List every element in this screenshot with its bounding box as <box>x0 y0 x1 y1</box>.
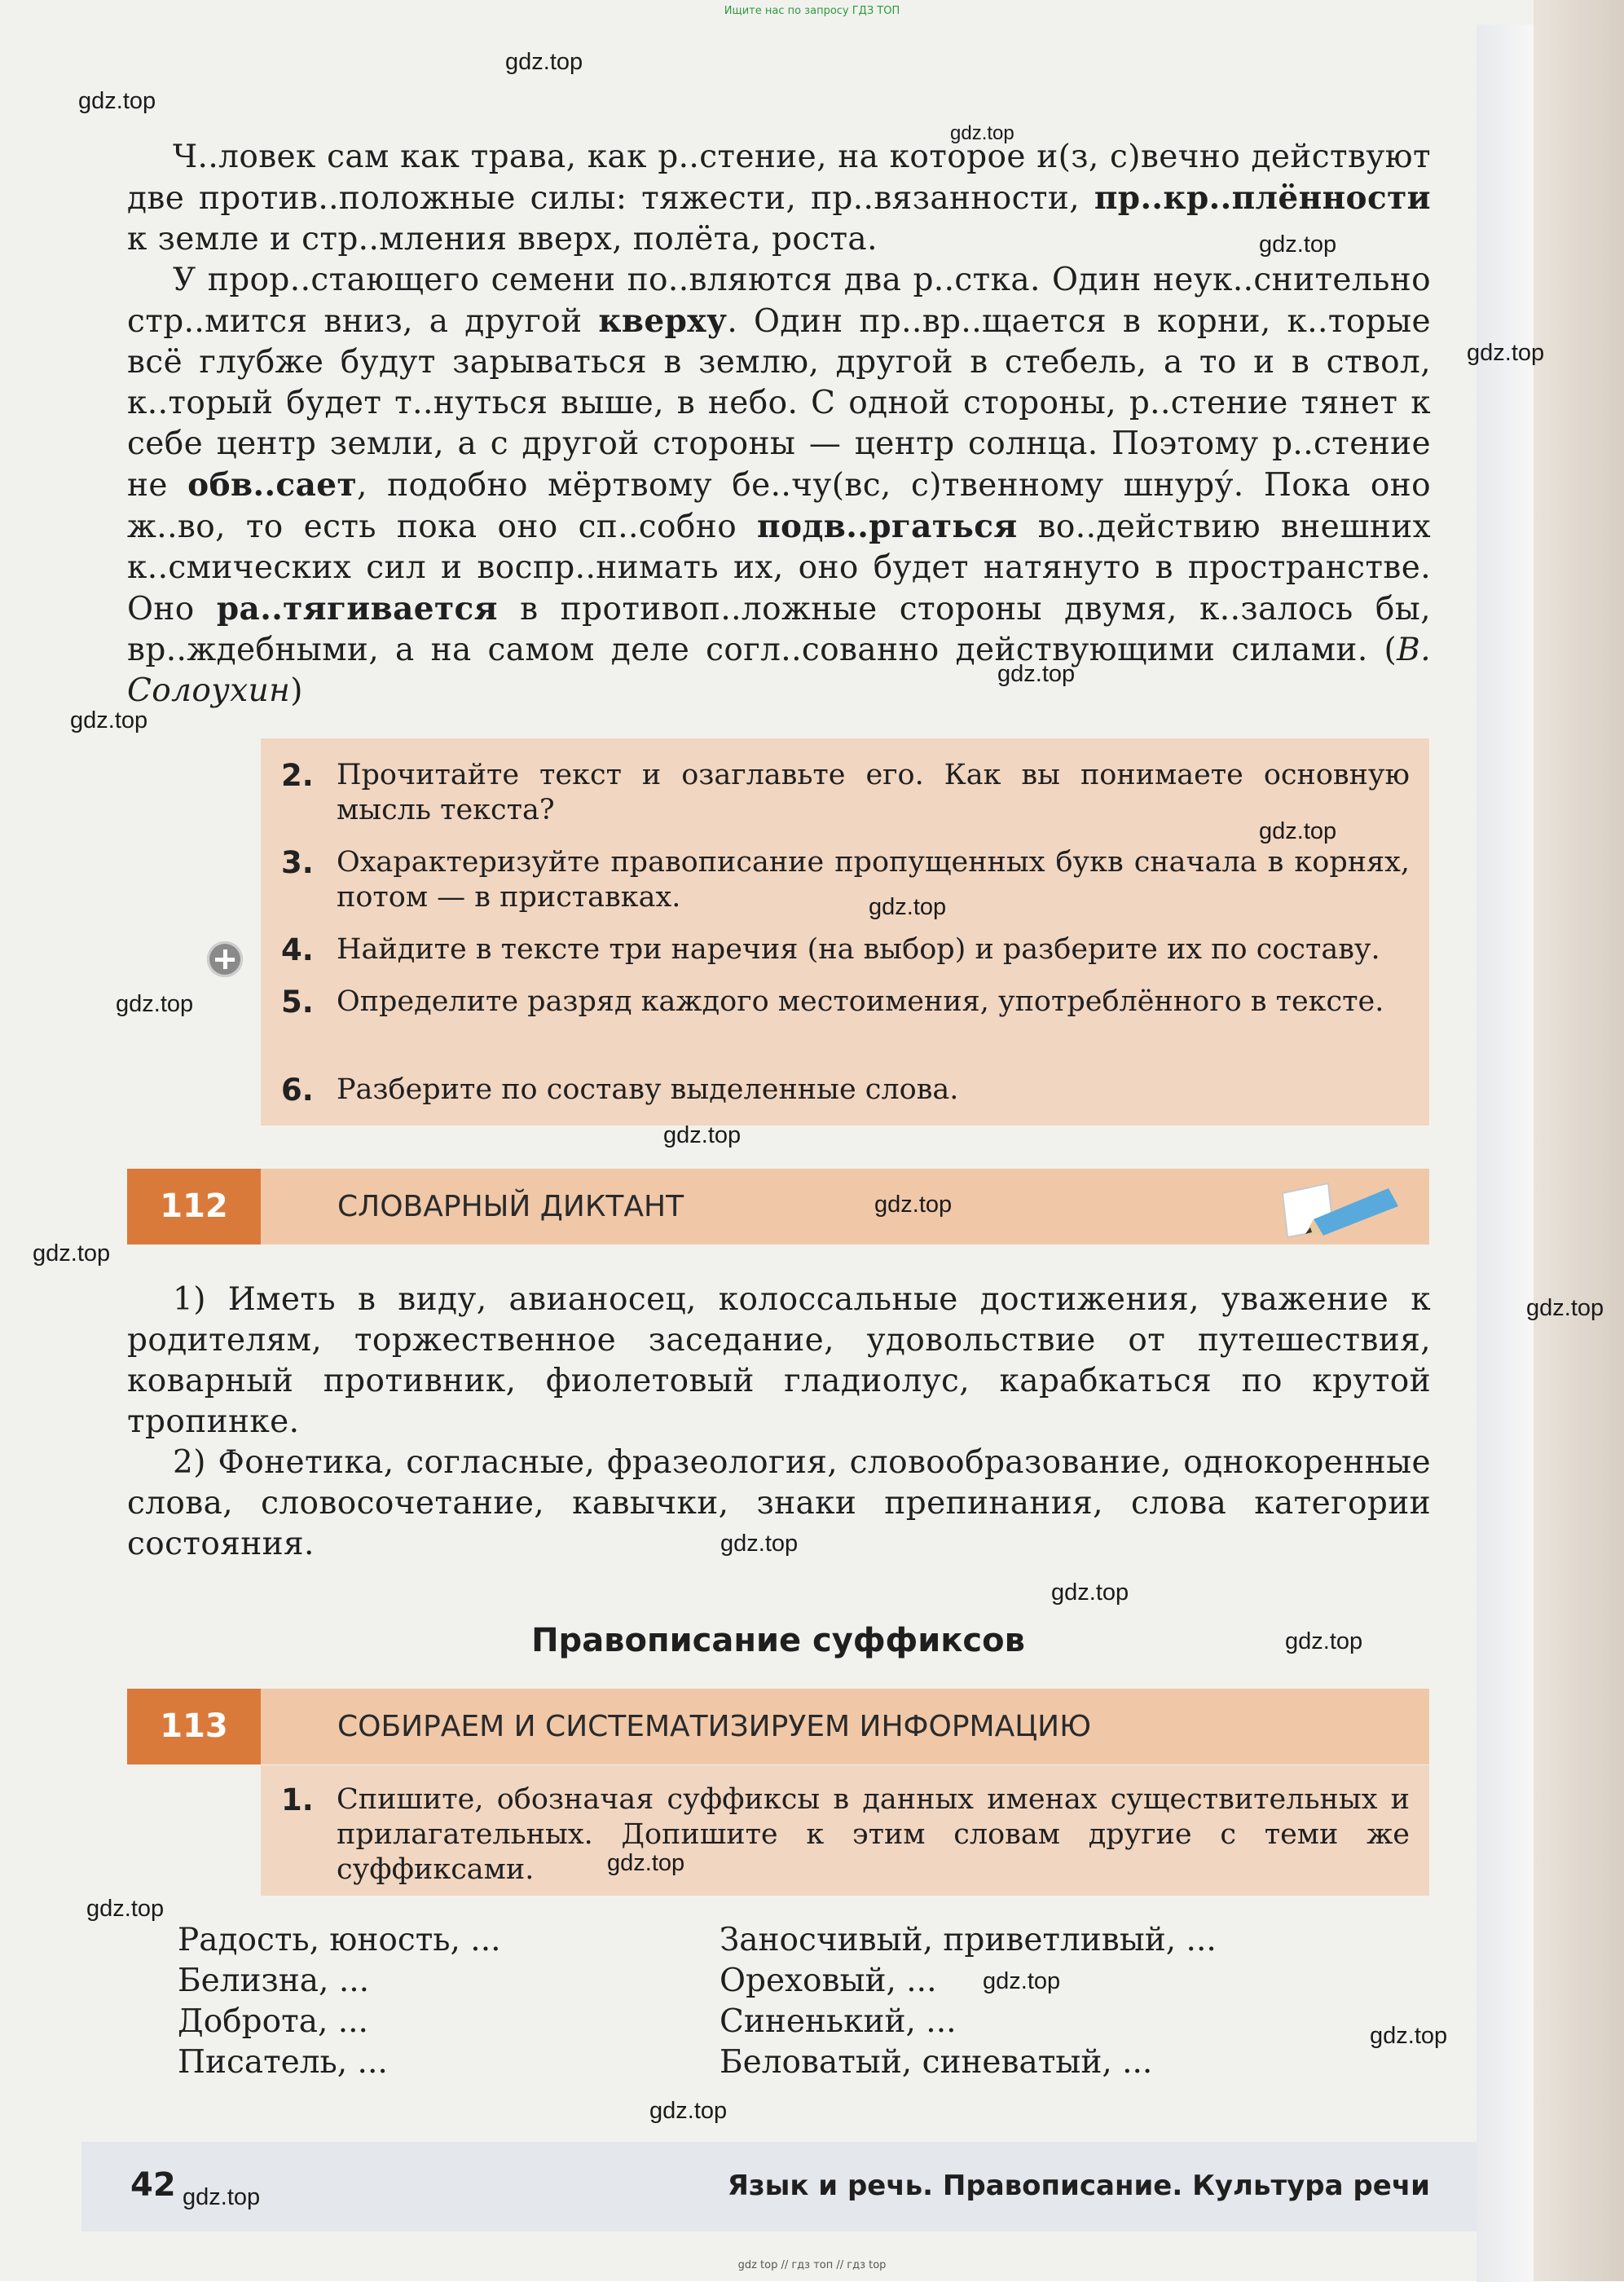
watermark: gdz.top <box>997 661 1076 687</box>
highlighted-word: подв..ргаться <box>757 508 1018 545</box>
task-item: 2. Прочитайте текст и озаглавьте его. Как вы понимаете основную мысль текста? <box>281 758 1410 826</box>
paragraph-2: У прор..стающего семени по..вляются два р..стка. Один неук..снительно стр..мится вниз, а другой кверху. Один пр..вр..щается в корни, к..торые всё глубже будут зарываться в землю, другой в стебель, а то и в ствол, к..торый будет т..нуться выше, в небо. С одной стороны, р..стение тянет к себе центр земли, а с другой стороны — центр солнца. Поэтому р..стение не обв..сает, подобно мёртвому бе..чу(вс, с)твенному шнуру́. Пока оно ж..во, то есть пока оно сп..собно подв..ргаться во..действию внешних к..смических сил и воспр..нимать их, оно будет натянуто в пространстве. Оно ра..тягивается в противоп..ложные стороны двумя, к..залось бы, вр..ждебными, а на самом деле согл..сованно действующими силами. (В. Солоухин) <box>127 262 1432 709</box>
watermark: gdz.top <box>983 1968 1061 1994</box>
task-item: 4. Найдите в тексте три наречия (на выбор) и разберите их по составу. <box>281 932 1380 967</box>
word-list-left <box>178 1920 501 2083</box>
watermark: gdz.top <box>33 1240 111 1267</box>
task-item: 6. Разберите по составу выделенные слова. <box>281 1073 959 1108</box>
pencil-icon <box>1276 1175 1406 1240</box>
watermark: gdz.top <box>505 49 583 75</box>
highlighted-word: ра..тягивается <box>216 590 498 628</box>
watermark: gdz.top <box>950 122 1014 144</box>
exercise-number: 113 <box>127 1689 261 1764</box>
dictation-text <box>127 1280 1431 1565</box>
watermark: gdz.top <box>78 88 156 114</box>
watermark: gdz.top <box>1285 1628 1363 1654</box>
section-heading: Правописание суффиксов <box>531 1622 1025 1659</box>
watermark: gdz.top <box>116 991 194 1017</box>
watermark: gdz.top <box>649 2098 728 2124</box>
watermark: gdz.top <box>1370 2023 1448 2049</box>
running-title: Язык и речь. Правописание. Культура речи <box>727 2170 1430 2202</box>
task-item: 1. Спишите, обозначая суффиксы в данных именах существительных и прилагательных. Допишите к этим словам другие с теми же суффиксами. <box>281 1782 1410 1886</box>
watermark: gdz.top <box>1051 1579 1129 1606</box>
watermark: gdz.top <box>663 1122 742 1148</box>
word-list-item: Заносчивый, приветливый, ... <box>720 1922 1217 1958</box>
watermark: gdz.top <box>86 1896 165 1922</box>
author-name: В. Солоухин <box>127 632 1431 709</box>
word-list-right <box>720 1920 1217 2083</box>
exercise-title: СОБИРАЕМ И СИСТЕМАТИЗИРУЕМ ИНФОРМАЦИЮ <box>337 1710 1091 1743</box>
top-note: Ищите нас по запросу ГДЗ ТОП <box>724 5 900 17</box>
exercise-112-header <box>127 1169 1429 1245</box>
watermark: gdz.top <box>1259 231 1337 258</box>
dictation-part-1: 1) Иметь в виду, авианосец, колоссальные достижения, уважение к родителям, торжественное заседание, удовольствие от путешествия, коварный противник, фиолетовый гладиолус, карабкаться по крутой тропинке. <box>127 1281 1431 1440</box>
watermark: gdz.top <box>1259 818 1337 844</box>
paragraph-1: Ч..ловек сам как трава, как р..стение, на которое и(з, с)вечно действуют две против..положные силы: тяжести, пр..вязанности, пр..кр..плённости к земле и стр..мления вверх, полёта, роста. <box>127 139 1431 258</box>
watermark: gdz.top <box>607 1850 685 1876</box>
word-list-item: Синенький, ... <box>720 2003 957 2040</box>
word-list-item: Радость, юность, ... <box>178 1922 501 1958</box>
watermark: gdz.top <box>70 707 148 734</box>
watermark: gdz.top <box>869 894 947 920</box>
word-list-item: Доброта, ... <box>178 2003 368 2040</box>
bottom-note: gdz top // гдз топ // гдз top <box>737 2259 887 2271</box>
next-page-edge <box>1534 0 1624 2281</box>
highlighted-word: обв..сает <box>187 466 358 504</box>
watermark: gdz.top <box>1467 340 1545 366</box>
highlighted-word: кверху <box>598 302 728 340</box>
word-list-item: Ореховый, ... <box>720 1963 937 1999</box>
dictation-part-2: 2) Фонетика, согласные, фразеология, словообразование, однокоренные слова, словосочетание, кавычки, знаки препинания, слова категории состояния. <box>127 1444 1431 1562</box>
task-item: 3. Охарактеризуйте правописание пропущенных букв сначала в корнях, потом — в приставках. <box>281 845 1410 914</box>
word-list-item: Беловатый, синеватый, ... <box>720 2044 1153 2081</box>
watermark: gdz.top <box>1526 1295 1604 1321</box>
page-number: 42 <box>130 2166 176 2204</box>
exercise-title: СЛОВАРНЫЙ ДИКТАНТ <box>337 1190 684 1223</box>
watermark: gdz.top <box>183 2184 261 2210</box>
watermark: gdz.top <box>874 1192 953 1218</box>
exercise-113-header <box>127 1689 1429 1764</box>
word-list-item: Писатель, ... <box>178 2044 388 2081</box>
reading-text <box>127 137 1431 711</box>
watermark: gdz.top <box>720 1531 799 1557</box>
word-list-item: Белизна, ... <box>178 1963 370 1999</box>
task-item: 5. Определите разряд каждого местоимения, употреблённого в тексте. <box>281 985 1384 1020</box>
highlighted-word: пр..кр..плённости <box>1094 179 1431 217</box>
plus-circle-icon <box>207 941 243 977</box>
exercise-number: 112 <box>127 1169 261 1245</box>
